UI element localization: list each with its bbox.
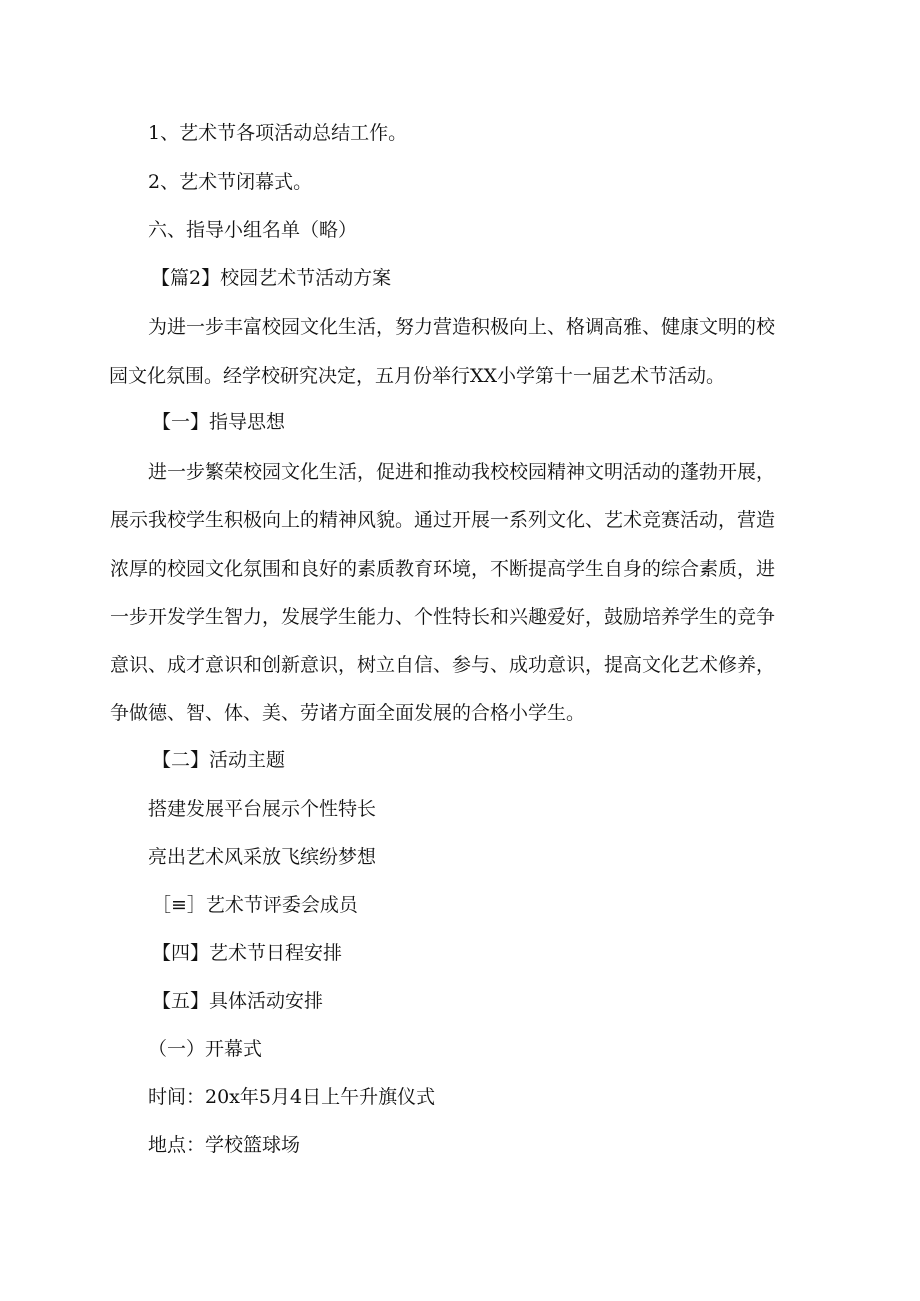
guiding-ideology-heading: 【一】指导思想	[152, 411, 286, 433]
opening-ceremony-heading: （一）开幕式	[148, 1038, 263, 1060]
activity-theme-heading: 【二】活动主题	[152, 749, 286, 771]
ideology-paragraph-line-4: 一步开发学生智力，发展学生能力、个性特长和兴趣爱好，鼓励培养学生的竞争	[110, 606, 776, 628]
theme-line-2: 亮出艺术风采放飞缤纷梦想	[148, 846, 377, 868]
intro-paragraph-line-1: 为进一步丰富校园文化生活，努力营造积极向上、格调高雅、健康文明的校	[148, 316, 776, 338]
article-2-title: 【篇2】校园艺术节活动方案	[151, 267, 392, 289]
ideology-paragraph-line-3: 浓厚的校园文化氛围和良好的素质教育环境，不断提高学生自身的综合素质，进	[110, 558, 776, 580]
judging-committee-heading: ［≡］艺术节评委会成员	[152, 894, 358, 916]
closing-ceremony-item: 2、艺术节闭幕式。	[148, 171, 313, 193]
ideology-paragraph-line-6: 争做德、智、体、美、劳诸方面全面发展的合格小学生。	[110, 702, 586, 724]
opening-location-line: 地点：学校篮球场	[148, 1134, 301, 1156]
ideology-paragraph-line-2: 展示我校学生积极向上的精神风貌。通过开展一系列文化、艺术竞赛活动，营造	[110, 509, 776, 531]
theme-line-1: 搭建发展平台展示个性特长	[148, 798, 377, 820]
summary-item-1: 1、艺术节各项活动总结工作。	[148, 122, 408, 144]
ideology-paragraph-line-5: 意识、成才意识和创新意识，树立自信、参与、成功意识，提高文化艺术修养，	[110, 654, 776, 676]
ideology-paragraph-line-1: 进一步繁荣校园文化生活，促进和推动我校校园精神文明活动的蓬勃开展，	[148, 461, 776, 483]
opening-time-line: 时间：20x年5月4日上午升旗仪式	[148, 1086, 436, 1108]
specific-activities-heading: 【五】具体活动安排	[152, 990, 324, 1012]
schedule-heading: 【四】艺术节日程安排	[152, 942, 343, 964]
section-six-heading: 六、指导小组名单（略）	[148, 219, 358, 241]
intro-paragraph-line-2: 园文化氛围。经学校研究决定，五月份举行XX小学第十一届艺术节活动。	[109, 365, 726, 387]
